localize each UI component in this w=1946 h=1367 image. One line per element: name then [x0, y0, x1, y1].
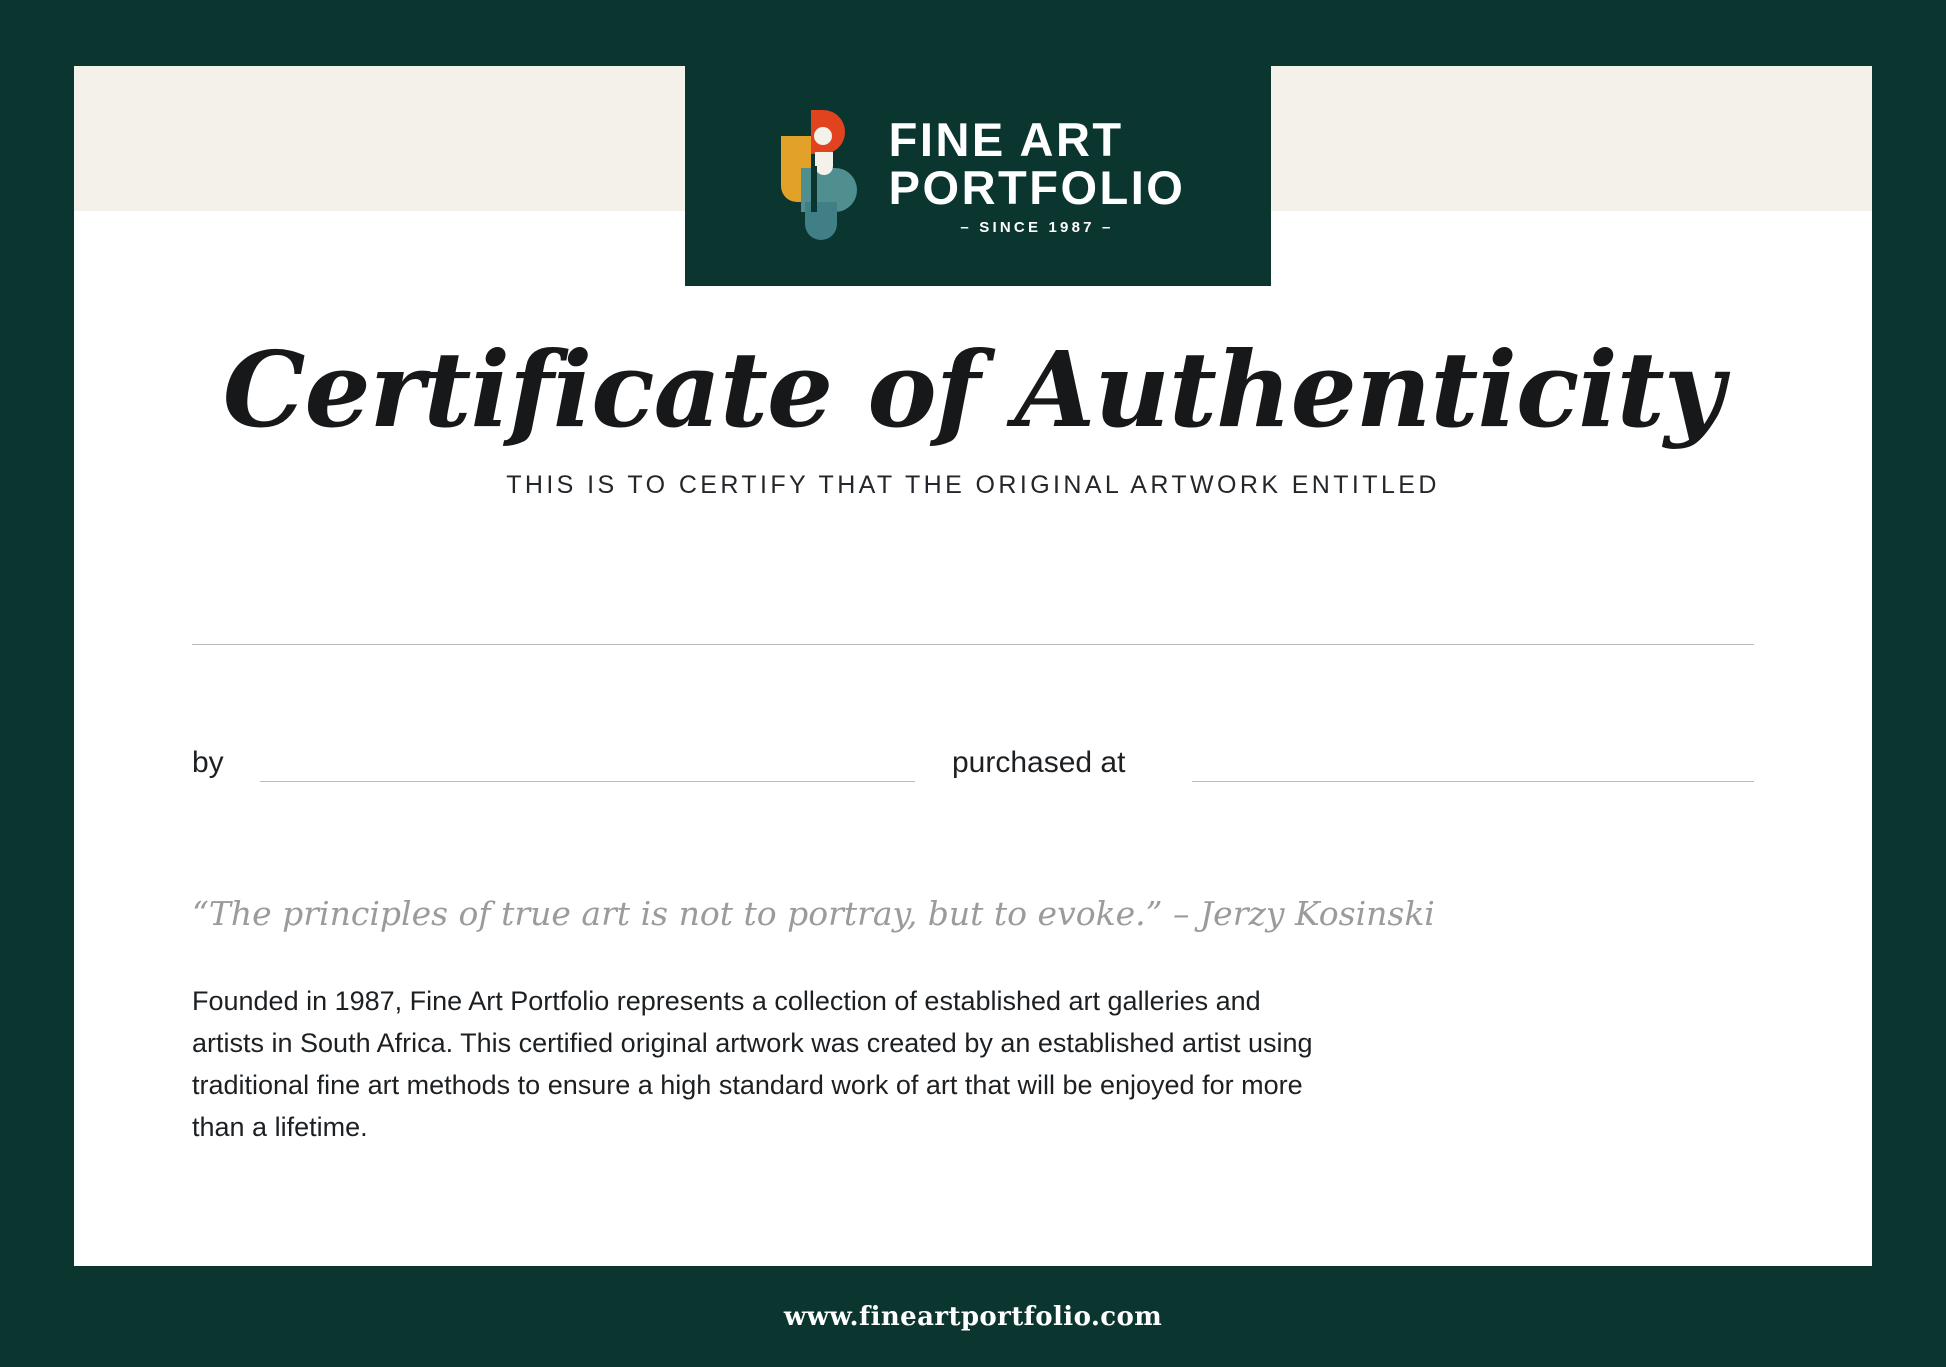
certificate-subtitle: THIS IS TO CERTIFY THAT THE ORIGINAL ARTWORK ENTITLED: [506, 471, 1440, 499]
brand-logo-plate: [685, 66, 1271, 286]
purchased-at-input-line[interactable]: [1192, 781, 1754, 782]
purchased-at-label: purchased at: [952, 746, 1126, 779]
page-title: Certificate of Authenticity: [222, 328, 1724, 451]
brand-wordmark: [888, 112, 1186, 237]
brand-since: – SINCE 1987 –: [960, 219, 1114, 237]
brand-line-1: FINE ART: [888, 112, 1124, 166]
parrot-logo-icon: [771, 106, 867, 246]
website-url[interactable]: www.fineartportfolio.com: [783, 1301, 1163, 1332]
attribution-row: [192, 746, 1754, 786]
footer-bar: [0, 1266, 1946, 1367]
description-paragraph: Founded in 1987, Fine Art Portfolio represents a collection of established art galleries and artists in South Africa. This certified original artwork was created by an established artist using traditional fine art methods to ensure a high standard work of art that will be enjoyed for more than a lifetime.: [192, 986, 1313, 1142]
certificate-sheet: [74, 66, 1872, 1266]
artwork-title-line[interactable]: [192, 644, 1754, 645]
brand-line-2: PORTFOLIO: [888, 160, 1186, 214]
by-input-line[interactable]: [260, 781, 915, 782]
quotation: “The principles of true art is not to portray, but to evoke.” – Jerzy Kosinski: [192, 894, 1435, 933]
by-label: by: [192, 746, 224, 779]
